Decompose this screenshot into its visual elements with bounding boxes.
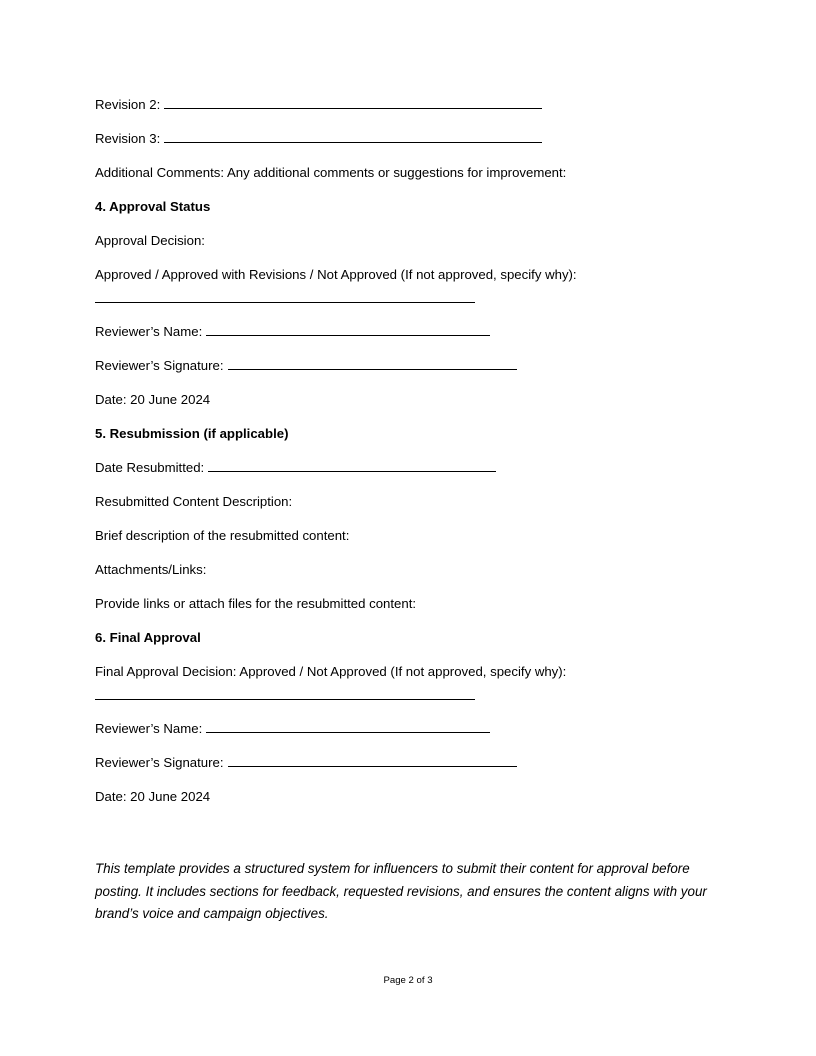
field-label: Provide links or attach files for the resubmitted content: bbox=[95, 596, 417, 611]
paragraph-row bbox=[95, 232, 721, 250]
field-write-in-line[interactable] bbox=[164, 97, 542, 109]
paragraph-row bbox=[95, 527, 721, 545]
form-field-row[interactable] bbox=[95, 720, 721, 738]
field-write-in-line[interactable] bbox=[208, 460, 496, 472]
form-field-row[interactable] bbox=[95, 130, 721, 148]
form-field-row[interactable] bbox=[95, 323, 721, 341]
paragraph-row bbox=[95, 595, 721, 613]
write-in-rule[interactable] bbox=[95, 292, 721, 306]
paragraph-row bbox=[95, 266, 721, 284]
form-field-row[interactable] bbox=[95, 754, 721, 772]
rule-line bbox=[95, 292, 475, 303]
field-label: Reviewer’s Name: bbox=[95, 721, 203, 736]
section-heading: 4. Approval Status bbox=[95, 199, 211, 214]
field-label: Reviewer’s Signature: bbox=[95, 755, 224, 770]
form-field-row[interactable] bbox=[95, 96, 721, 114]
paragraph-row bbox=[95, 663, 721, 681]
paragraph-row bbox=[95, 493, 721, 511]
field-label: Date: 20 June 2024 bbox=[95, 789, 211, 804]
field-label: Revision 3: bbox=[95, 131, 161, 146]
form-field-row[interactable] bbox=[95, 459, 721, 477]
paragraph-row bbox=[95, 561, 721, 579]
field-write-in-line[interactable] bbox=[164, 131, 542, 143]
paragraph-row bbox=[95, 164, 721, 182]
page-footer: Page 2 of 3 bbox=[383, 975, 433, 986]
field-label: Resubmitted Content Description: bbox=[95, 494, 293, 509]
field-label: Date: 20 June 2024 bbox=[95, 392, 211, 407]
field-write-in-line[interactable] bbox=[228, 755, 517, 767]
field-label: Final Approval Decision: Approved / Not Approved (If not approved, specify why): bbox=[95, 664, 567, 679]
paragraph-row bbox=[95, 391, 721, 409]
write-in-rule[interactable] bbox=[95, 689, 721, 703]
field-label: Attachments/Links: bbox=[95, 562, 207, 577]
field-write-in-line[interactable] bbox=[228, 358, 517, 370]
section-heading: 6. Final Approval bbox=[95, 630, 201, 645]
field-label: Approved / Approved with Revisions / Not Approved (If not approved, specify why): bbox=[95, 267, 577, 282]
field-label: Additional Comments: Any additional comments or suggestions for improvement: bbox=[95, 165, 567, 180]
section-heading: 5. Resubmission (if applicable) bbox=[95, 426, 289, 441]
closing-note: This template provides a structured system for influencers to submit their content for approval before posting. It includes sections for feedback, requested revisions, and ensures the content aligns with your brand’s voice and campaign objectives. bbox=[95, 861, 707, 921]
rule-line bbox=[95, 689, 475, 700]
form-field-row[interactable] bbox=[95, 357, 721, 375]
field-label: Revision 2: bbox=[95, 97, 161, 112]
field-label: Brief description of the resubmitted content: bbox=[95, 528, 350, 543]
field-label: Reviewer’s Signature: bbox=[95, 358, 224, 373]
field-write-in-line[interactable] bbox=[206, 721, 490, 733]
field-label: Reviewer’s Name: bbox=[95, 324, 203, 339]
field-write-in-line[interactable] bbox=[206, 324, 490, 336]
document-body bbox=[95, 96, 721, 926]
paragraph-row bbox=[95, 788, 721, 806]
field-label: Date Resubmitted: bbox=[95, 460, 205, 475]
field-label: Approval Decision: bbox=[95, 233, 205, 248]
